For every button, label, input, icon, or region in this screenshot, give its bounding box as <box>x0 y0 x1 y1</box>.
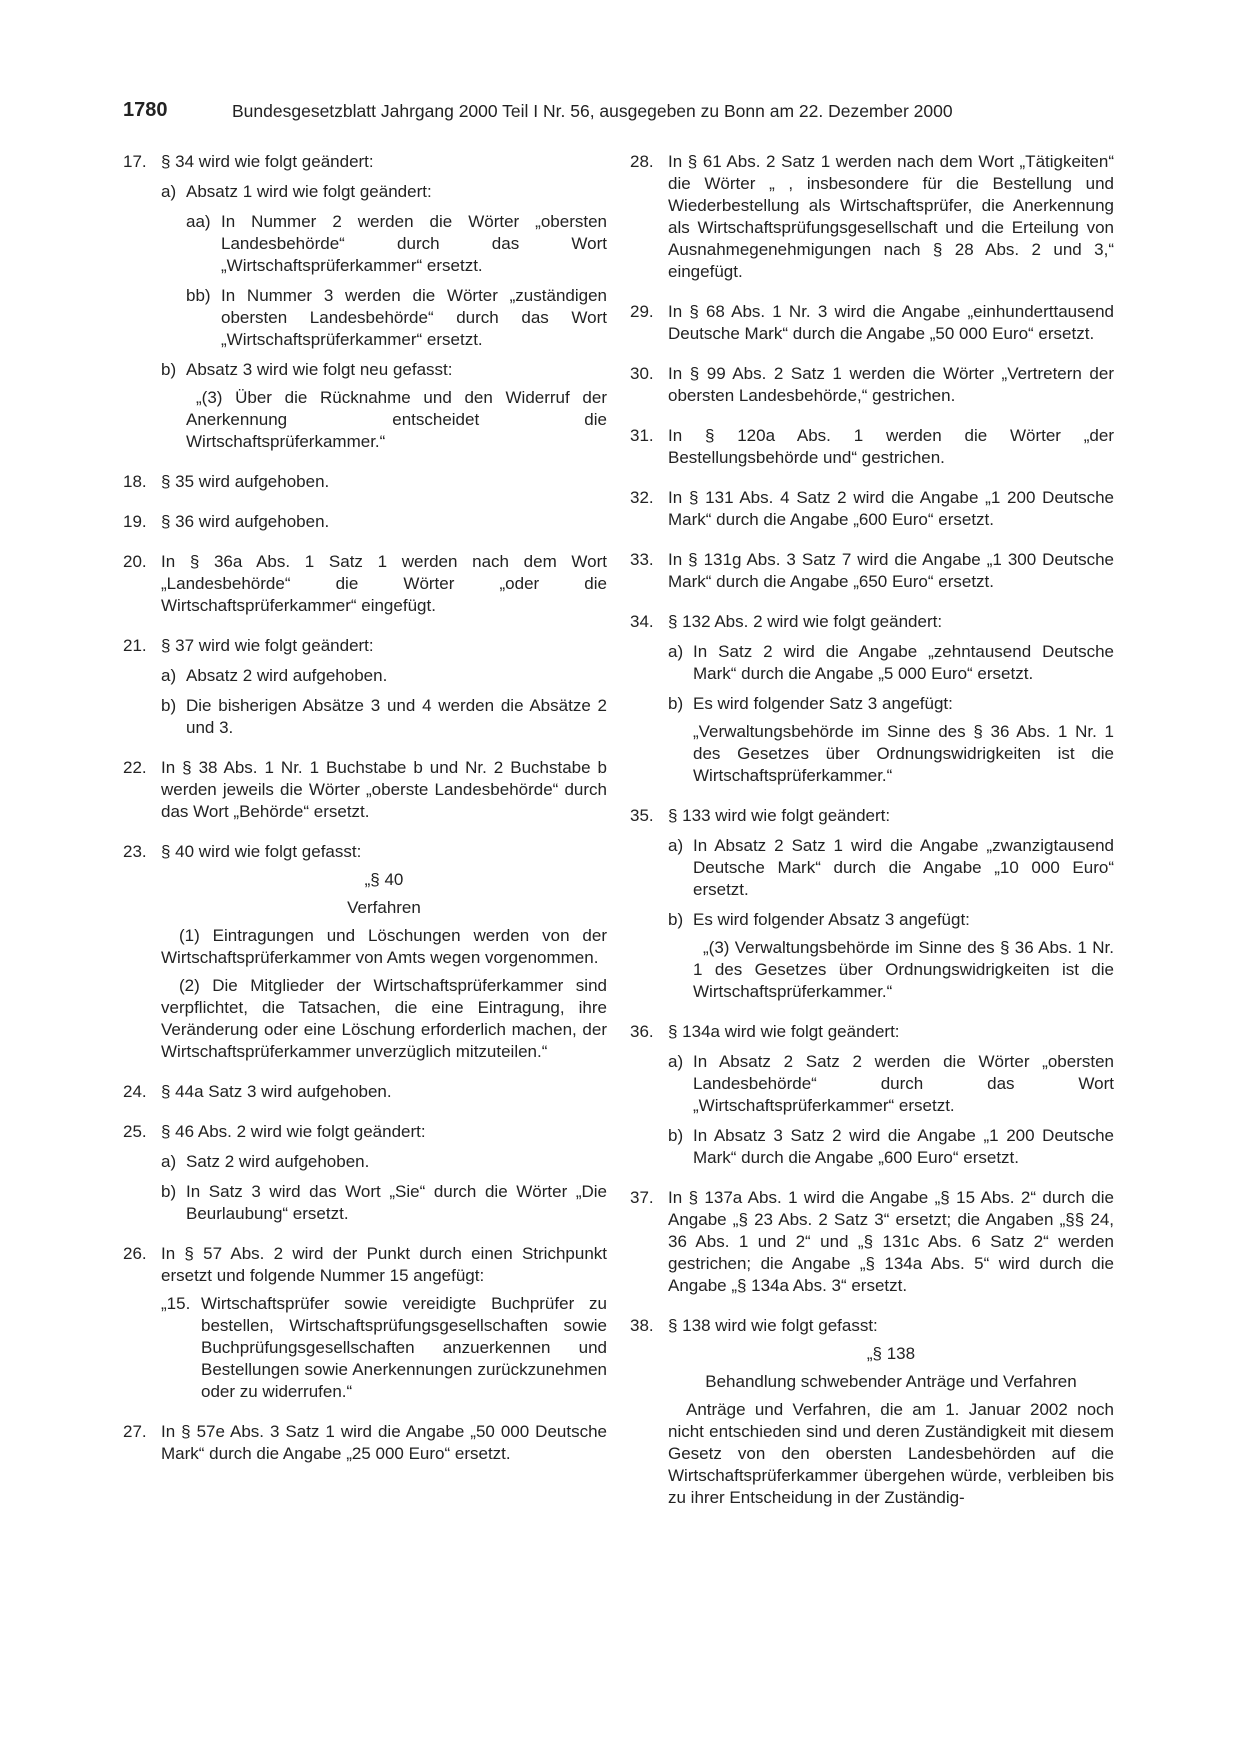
subitem-b <box>668 909 1114 1003</box>
item-text: In § 61 Abs. 2 Satz 1 werden nach dem Wort „Tätigkeiten“ die Wörter „ , insbesondere für die Bestellung und Wiederbestellung als Wirtschaftsprüfer, die Anerkennung als Wirtschaftsprüfungsgesellschaft und die Erteilung von Ausnahmegenehmigungen nach § 28 Abs. 2 und 3,“ eingefügt. <box>668 152 1114 281</box>
item-text: In § 68 Abs. 1 Nr. 3 wird die Angabe „einhunderttausend Deutsche Mark“ durch die Angabe „50 000 Euro“ ersetzt. <box>668 302 1114 343</box>
item-text: In § 131g Abs. 3 Satz 7 wird die Angabe „1 300 Deutsche Mark“ durch die Angabe „650 Euro“ ersetzt. <box>668 550 1114 591</box>
right-column <box>630 151 1114 1527</box>
subitem-text: In Nummer 3 werden die Wörter „zuständigen obersten Landesbehörde“ durch das Wort „Wirtschaftsprüferkammer“ ersetzt. <box>221 286 607 349</box>
amendment-28 <box>630 151 1114 283</box>
amendment-37 <box>630 1187 1114 1297</box>
amendment-34 <box>630 611 1114 787</box>
item-number: 21. <box>123 636 147 655</box>
item-number: 20. <box>123 552 147 571</box>
item-number: 36. <box>630 1022 654 1041</box>
section-heading: „§ 138 <box>866 1344 916 1363</box>
subitem-aa <box>186 211 607 277</box>
item-text: § 36 wird aufgehoben. <box>161 512 330 531</box>
subitem-label: b) <box>668 910 684 929</box>
item-number: 33. <box>630 550 654 569</box>
item-text: § 34 wird wie folgt geändert: <box>161 152 374 171</box>
amendment-30 <box>630 363 1114 407</box>
amendment-19 <box>123 511 607 533</box>
item-number: 29. <box>630 302 654 321</box>
item-number: 30. <box>630 364 654 383</box>
item-text: In § 38 Abs. 1 Nr. 1 Buchstabe b und Nr. 2 Buchstabe b werden jeweils die Wörter „oberste Landesbehörde“ durch das Wort „Behörde“ ersetzt. <box>161 758 607 821</box>
item-number: 31. <box>630 426 654 445</box>
subitem-a <box>161 1151 607 1173</box>
amendment-32 <box>630 487 1114 531</box>
subitem-a <box>161 665 607 687</box>
subitem-text: In Absatz 3 Satz 2 wird die Angabe „1 200 Deutsche Mark“ durch die Angabe „600 Euro“ ersetzt. <box>693 1126 1114 1167</box>
paragraph-1: (1) Eintragungen und Löschungen werden von der Wirtschaftsprüferkammer von Amts wegen vorgenommen. <box>161 926 607 967</box>
item-text: § 37 wird wie folgt geändert: <box>161 636 374 655</box>
amendment-29 <box>630 301 1114 345</box>
subitem-text: Satz 2 wird aufgehoben. <box>186 1152 370 1171</box>
amendment-23 <box>123 841 607 1063</box>
page-number: 1780 <box>123 99 168 121</box>
subitem-label: a) <box>668 836 684 855</box>
quoted-label: „15. <box>161 1294 191 1313</box>
amendment-35 <box>630 805 1114 1003</box>
subitem-label: b) <box>161 360 177 379</box>
quoted-text: „Verwaltungsbehörde im Sinne des § 36 Abs. 1 Nr. 1 des Gesetzes über Ordnungswidrigkeiten ist die Wirtschaftsprüferkammer.“ <box>693 722 1114 785</box>
subitem-text: Absatz 2 wird aufgehoben. <box>186 666 388 685</box>
subitem-a <box>668 641 1114 685</box>
item-text: § 35 wird aufgehoben. <box>161 472 330 491</box>
subitem-label: aa) <box>186 212 211 231</box>
amendment-21 <box>123 635 607 739</box>
subitem-label: a) <box>161 1152 177 1171</box>
quoted-text: „(3) Verwaltungsbehörde im Sinne des § 36 Abs. 1 Nr. 1 des Gesetzes über Ordnungswidrigkeiten ist die Wirtschaftsprüferkammer.“ <box>693 938 1114 1001</box>
item-text: In § 99 Abs. 2 Satz 1 werden die Wörter „Vertretern der obersten Landesbehörde,“ gestrichen. <box>668 364 1114 405</box>
item-text: In § 120a Abs. 1 werden die Wörter „der Bestellungsbehörde und“ gestrichen. <box>668 426 1114 467</box>
item-number: 27. <box>123 1422 147 1441</box>
item-text: In § 131 Abs. 4 Satz 2 wird die Angabe „1 200 Deutsche Mark“ durch die Angabe „600 Euro“ ersetzt. <box>668 488 1114 529</box>
item-number: 17. <box>123 152 147 171</box>
item-number: 19. <box>123 512 147 531</box>
subitem-label: b) <box>161 1182 177 1201</box>
paragraph-1: Anträge und Verfahren, die am 1. Januar 2002 noch nicht entschieden sind und deren Zuständigkeit mit diesem Gesetz von den obersten Landesbehörden auf die Wirtschaftsprüferkammer übergehen würde, verbleiben bis zu ihrer Entscheidung in der Zuständig- <box>668 1400 1114 1507</box>
amendment-25 <box>123 1121 607 1225</box>
amendment-22 <box>123 757 607 823</box>
item-number: 24. <box>123 1082 147 1101</box>
subitem-label: b) <box>668 1126 684 1145</box>
item-number: 34. <box>630 612 654 631</box>
subitem-bb <box>186 285 607 351</box>
section-heading: „§ 40 <box>364 870 404 889</box>
item-text: § 44a Satz 3 wird aufgehoben. <box>161 1082 392 1101</box>
item-text: In § 57 Abs. 2 wird der Punkt durch einen Strichpunkt ersetzt und folgende Nummer 15 angefügt: <box>161 1244 607 1285</box>
section-title: Verfahren <box>347 898 421 917</box>
subitem-a <box>668 1051 1114 1117</box>
item-text: § 132 Abs. 2 wird wie folgt geändert: <box>668 612 943 631</box>
item-number: 22. <box>123 758 147 777</box>
amendment-33 <box>630 549 1114 593</box>
gazette-header: Bundesgesetzblatt Jahrgang 2000 Teil I Nr. 56, ausgegeben zu Bonn am 22. Dezember 2000 <box>232 101 953 121</box>
subitem-b <box>668 1125 1114 1169</box>
item-number: 38. <box>630 1316 654 1335</box>
item-number: 37. <box>630 1188 654 1207</box>
left-column <box>123 151 607 1483</box>
subitem-text: Es wird folgender Absatz 3 angefügt: <box>693 910 970 929</box>
subitem-label: b) <box>161 696 177 715</box>
subitem-b <box>161 695 607 739</box>
amendment-20 <box>123 551 607 617</box>
subitem-label: a) <box>668 642 684 661</box>
subitem-b <box>161 359 607 453</box>
subitem-text: Absatz 1 wird wie folgt geändert: <box>186 182 432 201</box>
item-number: 28. <box>630 152 654 171</box>
subitem-text: Es wird folgender Satz 3 angefügt: <box>693 694 953 713</box>
subitem-label: b) <box>668 694 684 713</box>
subitem-label: a) <box>668 1052 684 1071</box>
amendment-17 <box>123 151 607 453</box>
item-number: 18. <box>123 472 147 491</box>
quoted-number-15 <box>161 1293 607 1403</box>
section-title: Behandlung schwebender Anträge und Verfahren <box>705 1372 1077 1391</box>
amendment-27 <box>123 1421 607 1465</box>
item-text: § 46 Abs. 2 wird wie folgt geändert: <box>161 1122 426 1141</box>
amendment-31 <box>630 425 1114 469</box>
quoted-text: „(3) Über die Rücknahme und den Widerruf der Anerkennung entscheidet die Wirtschaftsprüferkammer.“ <box>186 388 607 451</box>
subitem-text: Die bisherigen Absätze 3 und 4 werden die Absätze 2 und 3. <box>186 696 607 737</box>
paragraph-2: (2) Die Mitglieder der Wirtschaftsprüferkammer sind verpflichtet, die Tatsachen, die eine Eintragung, ihre Veränderung oder eine Löschung erforderlich machen, der Wirtschaftsprüferkammer unverzüglich mitzuteilen.“ <box>161 976 607 1061</box>
subitem-text: In Satz 3 wird das Wort „Sie“ durch die Wörter „Die Beurlaubung“ ersetzt. <box>186 1182 607 1223</box>
amendment-24 <box>123 1081 607 1103</box>
subitem-text: In Satz 2 wird die Angabe „zehntausend Deutsche Mark“ durch die Angabe „5 000 Euro“ ersetzt. <box>693 642 1114 683</box>
amendment-26 <box>123 1243 607 1403</box>
subitem-text: In Nummer 2 werden die Wörter „obersten Landesbehörde“ durch das Wort „Wirtschaftsprüferkammer“ ersetzt. <box>221 212 607 275</box>
item-text: § 138 wird wie folgt gefasst: <box>668 1316 878 1335</box>
subitem-b <box>161 1181 607 1225</box>
item-text: § 133 wird wie folgt geändert: <box>668 806 891 825</box>
item-number: 32. <box>630 488 654 507</box>
item-text: § 40 wird wie folgt gefasst: <box>161 842 362 861</box>
subitem-label: bb) <box>186 286 211 305</box>
subitem-text: In Absatz 2 Satz 2 werden die Wörter „obersten Landesbehörde“ durch das Wort „Wirtschaftsprüferkammer“ ersetzt. <box>693 1052 1114 1115</box>
item-text: In § 57e Abs. 3 Satz 1 wird die Angabe „50 000 Deutsche Mark“ durch die Angabe „25 000 Euro“ ersetzt. <box>161 1422 607 1463</box>
item-number: 35. <box>630 806 654 825</box>
item-number: 25. <box>123 1122 147 1141</box>
amendment-38 <box>630 1315 1114 1509</box>
subitem-a <box>668 835 1114 901</box>
item-text: In § 36a Abs. 1 Satz 1 werden nach dem Wort „Landesbehörde“ die Wörter „oder die Wirtschaftsprüferkammer“ eingefügt. <box>161 552 607 615</box>
quoted-text: Wirtschaftsprüfer sowie vereidigte Buchprüfer zu bestellen, Wirtschaftsprüfungsgesellschaften sowie Buchprüfungsgesellschaften anzuerkennen und Bestellungen sowie Anerkennungen zurückzunehmen oder zu widerrufen.“ <box>201 1294 607 1401</box>
subitem-label: a) <box>161 666 177 685</box>
item-number: 26. <box>123 1244 147 1263</box>
subitem-text: Absatz 3 wird wie folgt neu gefasst: <box>186 360 453 379</box>
subitem-label: a) <box>161 182 177 201</box>
amendment-36 <box>630 1021 1114 1169</box>
item-number: 23. <box>123 842 147 861</box>
item-text: § 134a wird wie folgt geändert: <box>668 1022 900 1041</box>
amendment-18 <box>123 471 607 493</box>
subitem-a <box>161 181 607 351</box>
subitem-b <box>668 693 1114 787</box>
item-text: In § 137a Abs. 1 wird die Angabe „§ 15 Abs. 2“ durch die Angabe „§ 23 Abs. 2 Satz 3“ ersetzt; die Angaben „§§ 24, 36 Abs. 1 und 2“ und „§ 131c Abs. 6 Satz 2“ werden gestrichen; die Angabe „§ 134a Abs. 5“ wird durch die Angabe „§ 134a Abs. 3“ ersetzt. <box>668 1188 1114 1295</box>
subitem-text: In Absatz 2 Satz 1 wird die Angabe „zwanzigtausend Deutsche Mark“ durch die Angabe „10 000 Euro“ ersetzt. <box>693 836 1114 899</box>
